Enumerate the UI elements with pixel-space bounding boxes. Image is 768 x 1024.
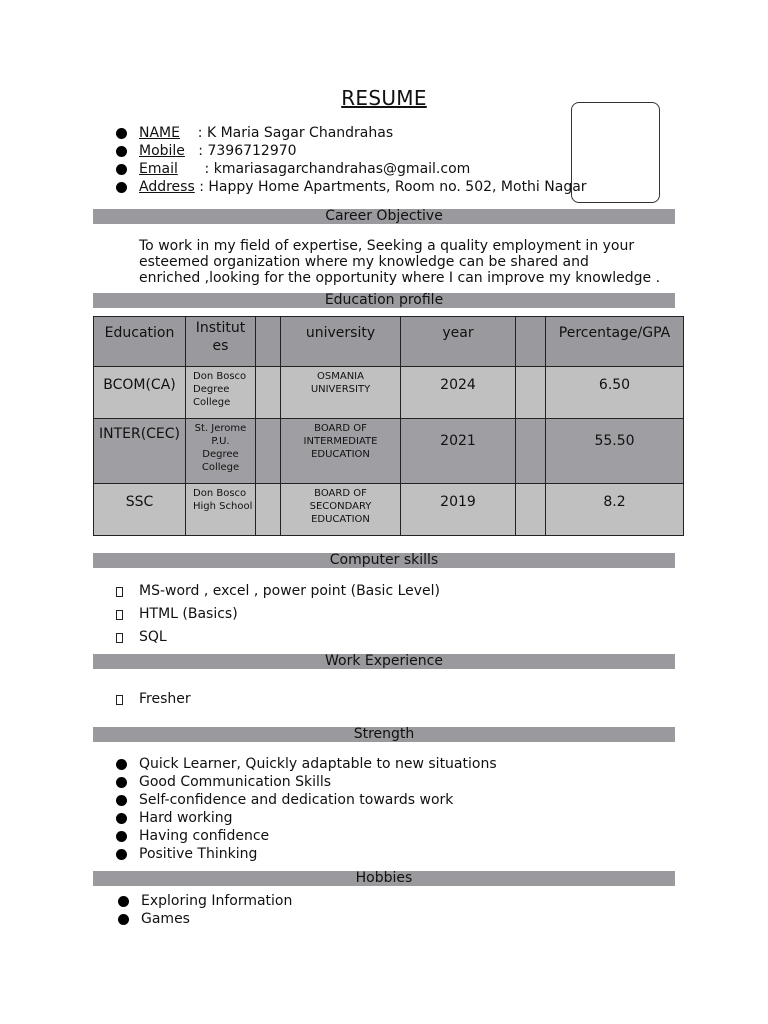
institute-cell: Don Bosco High School	[186, 484, 256, 536]
section-header-hobbies: Hobbies	[93, 871, 675, 886]
empty-cell	[256, 484, 281, 536]
email-label: Email	[139, 161, 178, 177]
list-item: MS-word , excel , power point (Basic Level)	[115, 580, 440, 603]
year-cell: 2024	[401, 367, 516, 419]
education-cell: BCOM(CA)	[94, 367, 186, 419]
email-value: kmariasagarchandrahas@gmail.com	[213, 161, 471, 177]
bullet-icon	[116, 146, 127, 157]
list-item: Having confidence	[115, 827, 497, 845]
section-header-career-objective: Career Objective	[93, 209, 675, 224]
personal-item-name	[115, 124, 595, 142]
institute-cell: Don Bosco Degree College	[186, 367, 256, 419]
table-header-row	[94, 317, 684, 367]
education-cell: SSC	[94, 484, 186, 536]
table-row	[94, 367, 684, 419]
bullet-icon	[116, 128, 127, 139]
education-cell: INTER(CEC)	[94, 419, 186, 484]
section-header-education: Education profile	[93, 293, 675, 308]
bullet-icon	[116, 759, 127, 770]
score-cell: 55.50	[546, 419, 684, 484]
score-cell: 6.50	[546, 367, 684, 419]
resume-title: RESUME	[341, 86, 427, 110]
empty-cell	[516, 419, 546, 484]
objective-line: enriched ,looking for the opportunity where I can improve my knowledge .	[139, 270, 661, 286]
university-cell: BOARD OF SECONDARY EDUCATION	[281, 484, 401, 536]
personal-details	[115, 124, 595, 196]
bullet-icon	[116, 164, 127, 175]
header-university: university	[281, 317, 401, 367]
bullet-icon	[116, 795, 127, 806]
header-institutes: Institutes	[186, 317, 256, 367]
box-bullet-icon	[116, 587, 123, 597]
list-item: Self-confidence and dedication towards work	[115, 791, 497, 809]
hobbies-list	[117, 892, 292, 928]
personal-item-email	[115, 160, 595, 178]
score-cell: 8.2	[546, 484, 684, 536]
mobile-value: 7396712970	[207, 143, 297, 159]
address-value: Happy Home Apartments, Room no. 502, Mothi Nagar	[208, 179, 587, 195]
address-separator: :	[194, 179, 209, 195]
list-item: SQL	[115, 626, 440, 649]
name-separator: :	[179, 125, 207, 141]
list-item: Hard working	[115, 809, 497, 827]
computer-skills-list	[115, 580, 440, 649]
objective-line: esteemed organization where my knowledge can be shared and	[139, 254, 589, 270]
bullet-icon	[116, 849, 127, 860]
table-row	[94, 419, 684, 484]
list-item: Positive Thinking	[115, 845, 497, 863]
year-cell: 2021	[401, 419, 516, 484]
personal-item-mobile	[115, 142, 595, 160]
objective-line: To work in my field of expertise, Seeking a quality employment in your	[139, 238, 635, 254]
institute-cell: St. Jerome P.U. Degree College	[186, 419, 256, 484]
list-item: Games	[117, 910, 292, 928]
bullet-icon	[116, 813, 127, 824]
list-item: Fresher	[115, 688, 191, 711]
header-percentage: Percentage/GPA	[546, 317, 684, 367]
list-item: Quick Learner, Quickly adaptable to new situations	[115, 755, 497, 773]
strength-list	[115, 755, 497, 863]
bullet-icon	[116, 831, 127, 842]
address-label: Address	[139, 179, 195, 195]
empty-cell	[256, 367, 281, 419]
mobile-separator: :	[184, 143, 208, 159]
bullet-icon	[118, 914, 129, 925]
header-year: year	[401, 317, 516, 367]
name-label: NAME	[139, 125, 180, 141]
header-education: Education	[94, 317, 186, 367]
section-header-computer-skills: Computer skills	[93, 553, 675, 568]
list-item: HTML (Basics)	[115, 603, 440, 626]
list-item: Exploring Information	[117, 892, 292, 910]
section-header-work-experience: Work Experience	[93, 654, 675, 669]
empty-cell	[516, 367, 546, 419]
section-header-strength: Strength	[93, 727, 675, 742]
empty-cell	[516, 484, 546, 536]
university-cell: BOARD OF INTERMEDIATE EDUCATION	[281, 419, 401, 484]
personal-item-address	[115, 178, 595, 196]
bullet-icon	[116, 182, 127, 193]
email-separator: :	[177, 161, 214, 177]
box-bullet-icon	[116, 695, 123, 705]
empty-cell	[256, 419, 281, 484]
box-bullet-icon	[116, 610, 123, 620]
header-empty	[256, 317, 281, 367]
bullet-icon	[118, 896, 129, 907]
header-empty	[516, 317, 546, 367]
mobile-label: Mobile	[139, 143, 185, 159]
box-bullet-icon	[116, 633, 123, 643]
table-row	[94, 484, 684, 536]
education-table	[93, 316, 684, 536]
career-objective-text	[139, 238, 679, 286]
work-experience-list	[115, 688, 191, 711]
name-value: K Maria Sagar Chandrahas	[206, 125, 394, 141]
university-cell: OSMANIA UNIVERSITY	[281, 367, 401, 419]
bullet-icon	[116, 777, 127, 788]
year-cell: 2019	[401, 484, 516, 536]
list-item: Good Communication Skills	[115, 773, 497, 791]
